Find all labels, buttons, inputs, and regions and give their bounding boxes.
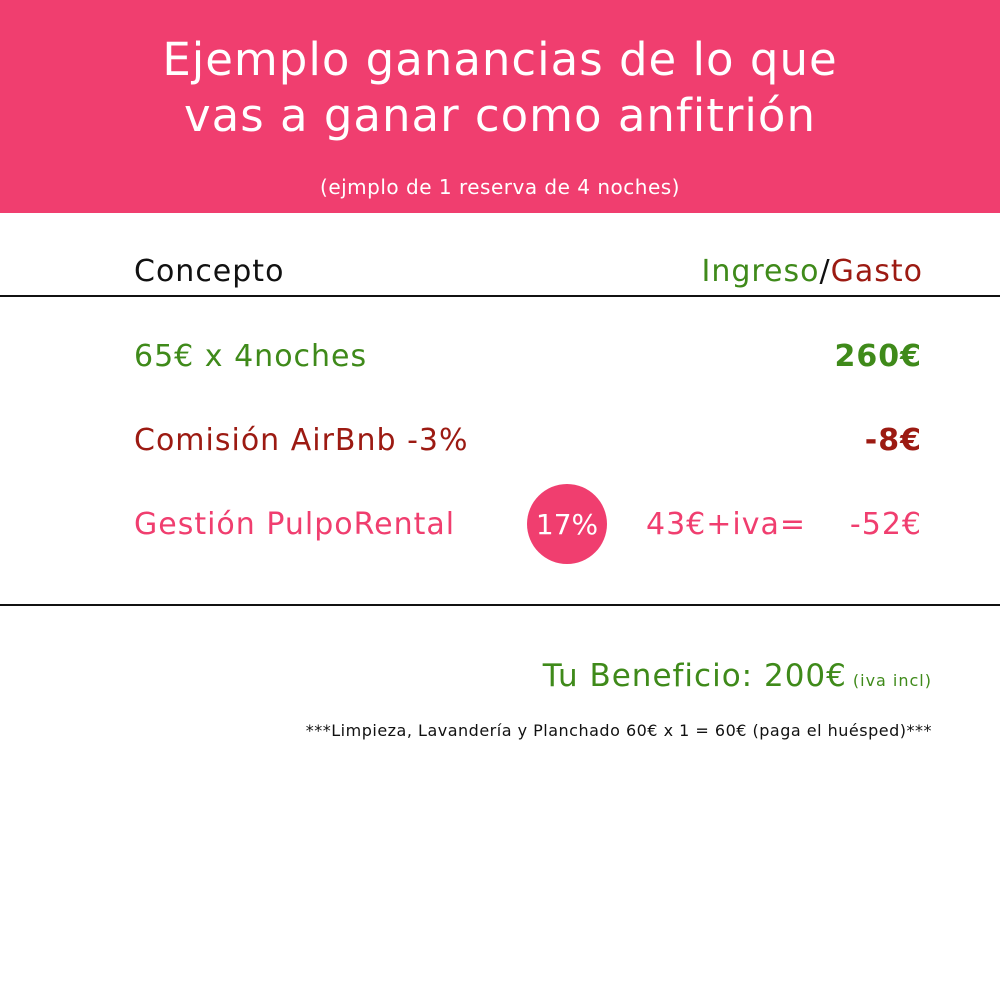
title-line-2: vas a ganar como anfitrión bbox=[184, 89, 816, 142]
benefit-note: (iva incl) bbox=[852, 671, 932, 690]
column-header-expense: Gasto bbox=[830, 254, 923, 289]
footnote: ***Limpieza, Lavandería y Planchado 60€ x 1 = 60€ (paga el huésped)*** bbox=[305, 721, 932, 740]
row-management-subtotal: 43€+iva= bbox=[646, 507, 807, 542]
column-header-concept: Concepto bbox=[134, 254, 285, 289]
row-commission-amount: -8€ bbox=[864, 423, 922, 458]
benefit-label: Tu Beneficio: 200€ bbox=[542, 658, 847, 694]
row-income-label: 65€ x 4noches bbox=[134, 339, 368, 374]
title-line-1: Ejemplo ganancias de lo que bbox=[162, 33, 838, 86]
row-management-label: Gestión PulpoRental bbox=[134, 507, 456, 542]
header-divider bbox=[0, 295, 1000, 297]
header-banner bbox=[0, 0, 1000, 213]
benefit-summary bbox=[543, 656, 932, 701]
row-income-amount: 260€ bbox=[834, 339, 922, 374]
column-header-amount bbox=[701, 254, 923, 290]
percentage-badge: 17% bbox=[527, 484, 607, 564]
page-title bbox=[0, 32, 1000, 144]
row-management-amount: -52€ bbox=[849, 507, 922, 542]
column-header-income: Ingreso bbox=[701, 254, 820, 289]
summary-divider bbox=[0, 604, 1000, 606]
row-commission-label: Comisión AirBnb -3% bbox=[134, 423, 469, 458]
column-header-separator: / bbox=[819, 254, 831, 289]
page-subtitle: (ejmplo de 1 reserva de 4 noches) bbox=[320, 175, 680, 199]
